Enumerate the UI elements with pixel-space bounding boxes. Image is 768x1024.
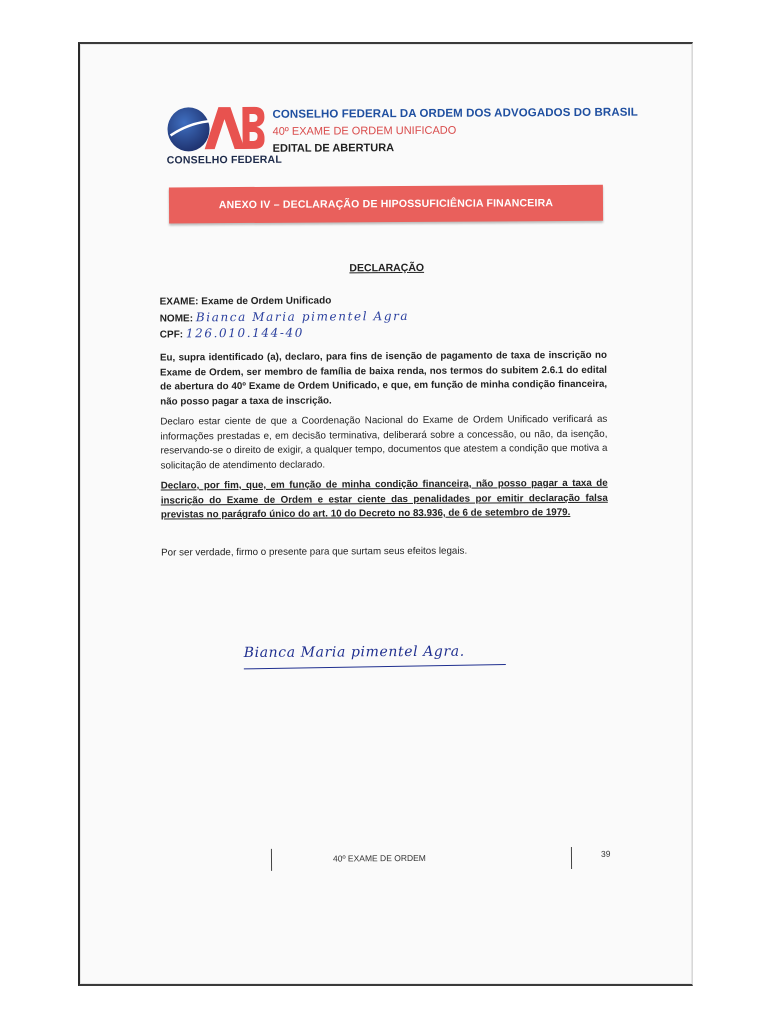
name-label: NOME: xyxy=(159,313,194,325)
declaration-title: DECLARAÇÃO xyxy=(349,261,425,275)
cpf-field xyxy=(160,326,304,341)
name-value: Bianca Maria pimentel Agra xyxy=(195,308,410,325)
header-subtitle: 40º EXAME DE ORDEM UNIFICADO xyxy=(272,124,457,138)
footer-divider-left xyxy=(271,849,272,871)
annex-banner xyxy=(169,185,603,224)
exam-value: Exame de Ordem Unificado xyxy=(201,295,332,308)
cpf-value: 126.010.144-40 xyxy=(185,325,305,341)
name-field xyxy=(160,309,410,325)
footer-text: 40º EXAME DE ORDEM xyxy=(332,852,426,864)
signature-underline xyxy=(244,664,506,669)
annex-title: ANEXO IV – DECLARAÇÃO DE HIPOSSUFICIÊNCIA FINANCEIRA xyxy=(218,197,554,212)
header-edital: EDITAL DE ABERTURA xyxy=(272,142,395,155)
footer-divider-right xyxy=(571,847,572,869)
page-number: 39 xyxy=(600,848,611,859)
declaration-paragraph-2: Declaro estar ciente de que a Coordenação Nacional do Exame de Ordem Unificado verificará as informações prestadas e, em decisão terminativa, deliberará sobre a concessão, ou não, da isenção, reservando-se o direito de exigir, a qualquer tempo, documentos que atestem a condição que motiva a solicitação de atendimento declarado. xyxy=(160,413,608,472)
header-title: CONSELHO FEDERAL DA ORDEM DOS ADVOGADOS DO BRASIL xyxy=(272,106,638,121)
declaration-paragraph-3: Declaro, por fim, que, em função de minha condição financeira, não posso pagar a taxa de inscrição do Exame de Ordem e estar ciente das penalidades por emitir declaração falsa previstas no parágrafo único do art. 10 do Decreto no 83.936, de 6 de setembro de 1979. xyxy=(160,477,608,521)
document-content xyxy=(80,38,696,982)
declaration-paragraph-1: Eu, supra identificado (a), declaro, para fins de isenção de pagamento de taxa de inscrição no Exame de Ordem, ser membro de família de baixa renda, nos termos do subitem 2.6.1 do edital de abertura do 40º Exame de Ordem Unificado, e que, em função de minha condição financeira, não posso pagar a taxa de inscrição. xyxy=(159,349,608,408)
logo-caption: CONSELHO FEDERAL xyxy=(166,153,282,167)
exam-field xyxy=(160,295,332,307)
exam-label: EXAME: xyxy=(159,296,199,308)
signature: Bianca Maria pimentel Agra. xyxy=(243,643,465,662)
closing-statement: Por ser verdade, firmo o presente para que surtam seus efeitos legais. xyxy=(161,545,468,559)
cpf-label: CPF: xyxy=(159,329,184,341)
